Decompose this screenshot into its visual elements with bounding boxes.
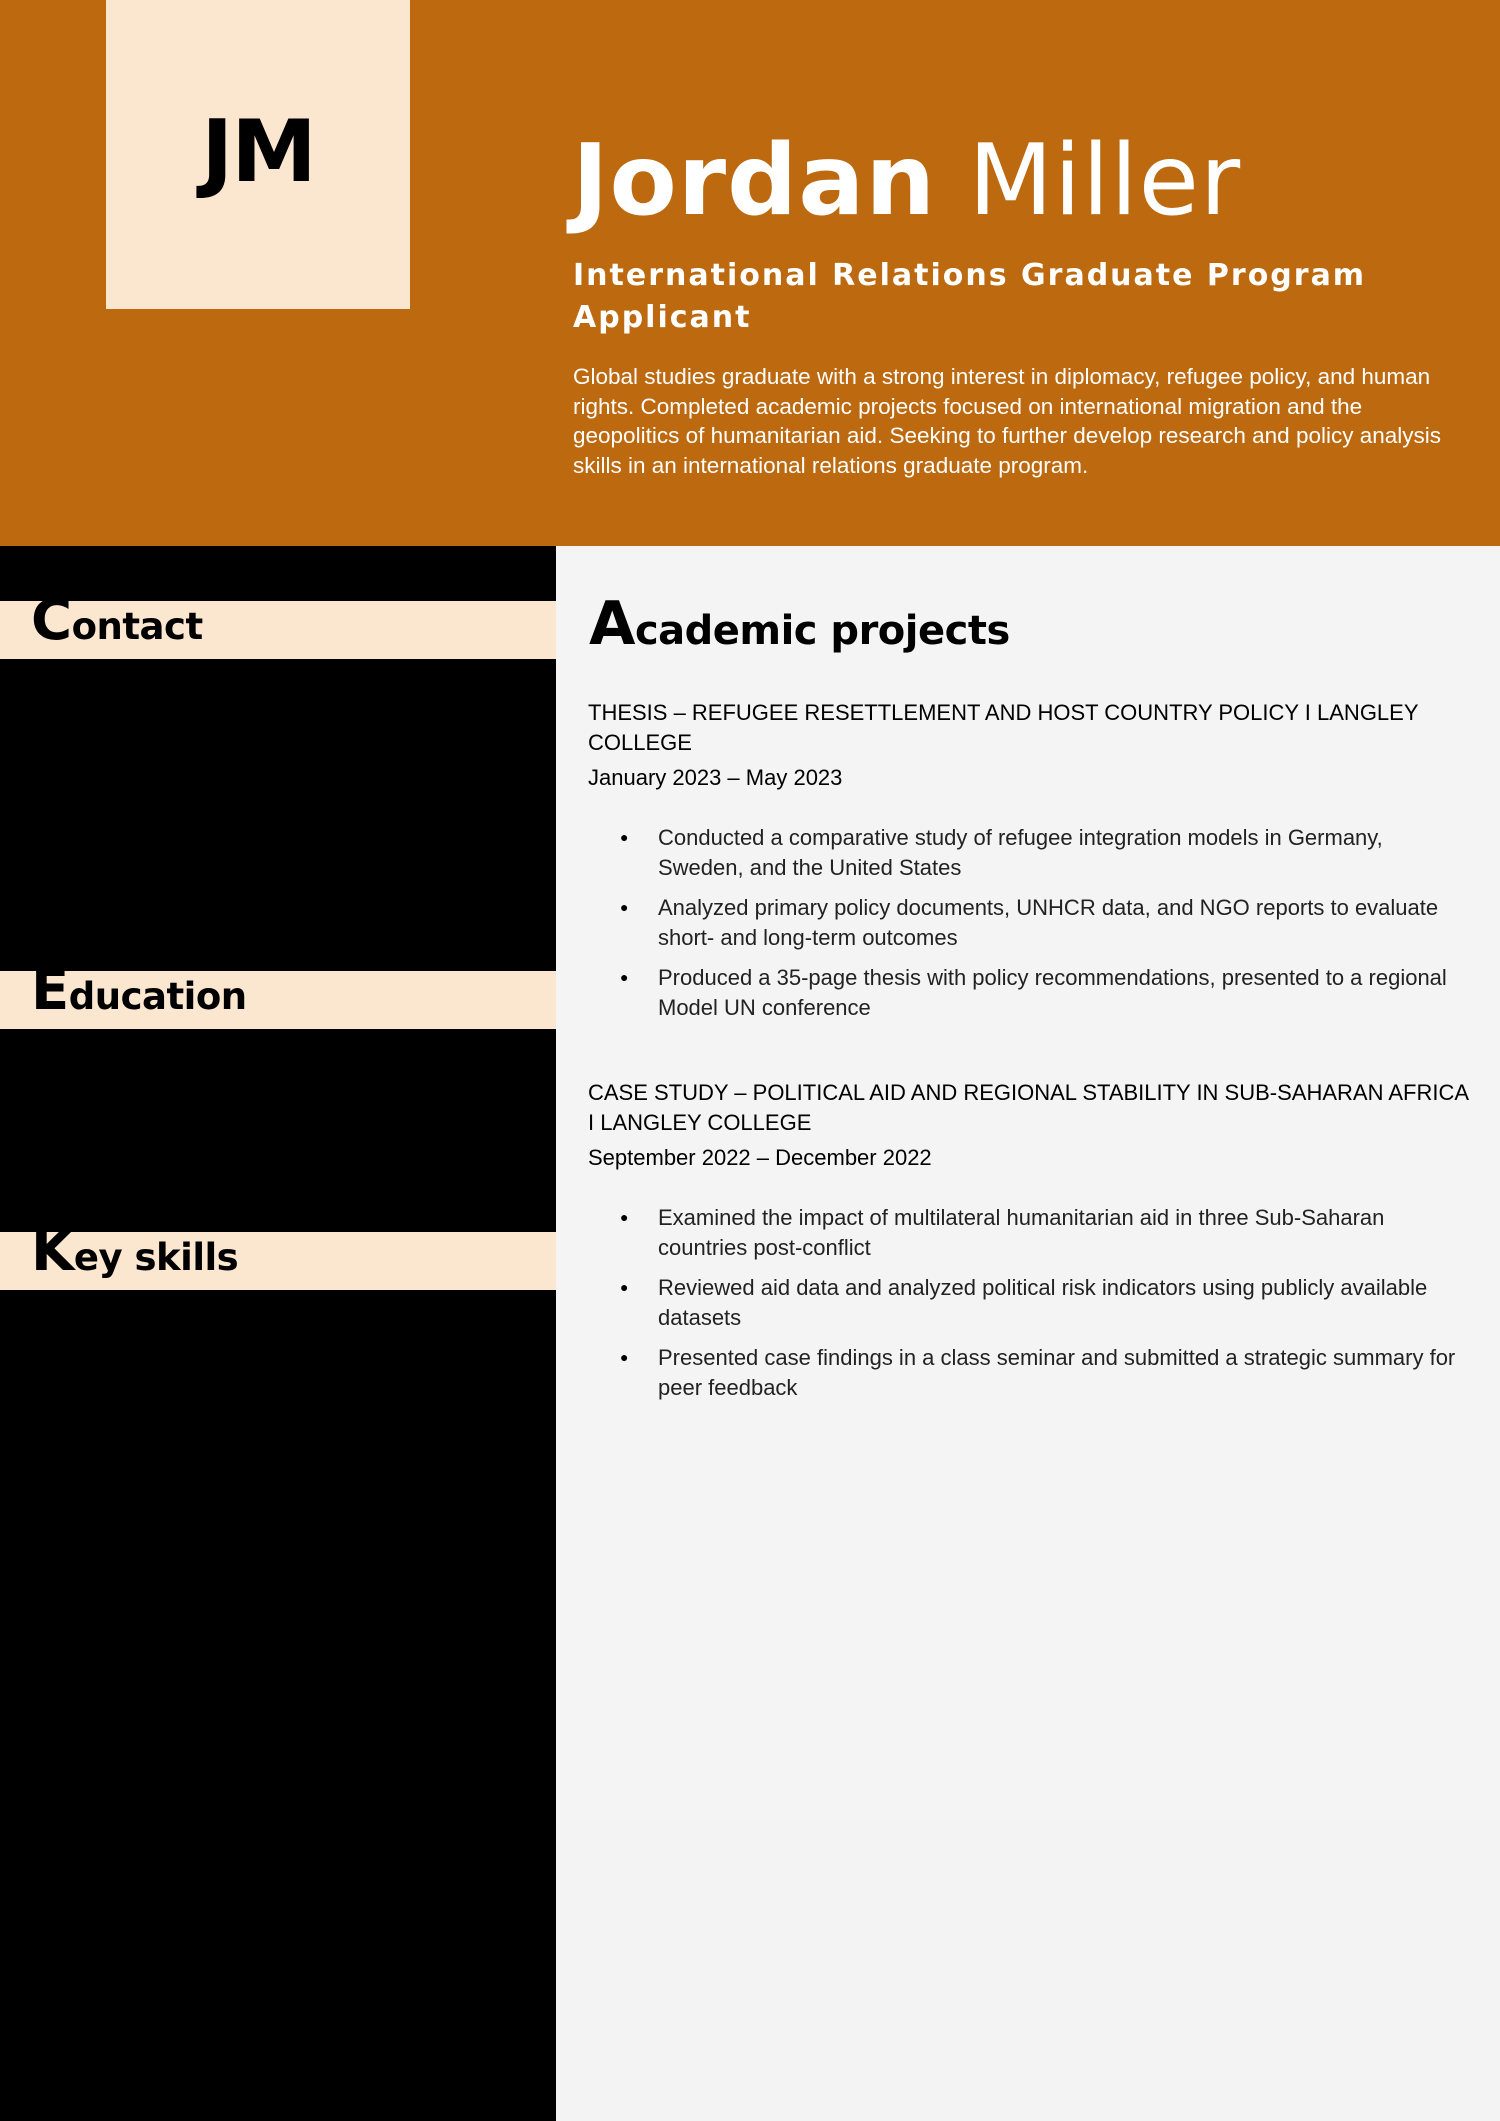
section-title-key-skills: Key skills <box>31 1219 239 1284</box>
project-title: THESIS – REFUGEE RESETTLEMENT AND HOST COUNTRY POLICY I LANGLEY COLLEGE <box>588 700 1419 755</box>
section-title-academic-projects: Academic projects <box>589 589 1010 659</box>
bullet-item: ● Examined the impact of multilateral humanitarian aid in three Sub-Saharan countries post-conflict <box>588 1203 1468 1262</box>
first-name: Jordan <box>572 124 937 238</box>
project-dates: September 2022 – December 2022 <box>588 1145 932 1170</box>
bullet-item: ● Presented case findings in a class seminar and submitted a strategic summary for peer feedback <box>588 1343 1468 1402</box>
sidebar <box>0 546 556 2121</box>
monogram-badge <box>106 0 410 309</box>
candidate-name <box>572 124 1242 238</box>
bullet-item: ● Produced a 35-page thesis with policy recommendations, presented to a regional Model UN conference <box>588 963 1468 1022</box>
last-name: Miller <box>968 124 1242 238</box>
bullet-item: ● Analyzed primary policy documents, UNHCR data, and NGO reports to evaluate short- and long-term outcomes <box>588 893 1468 952</box>
section-header-education <box>0 958 556 1029</box>
candidate-subtitle: International Relations Graduate Program Applicant <box>573 258 1367 335</box>
bullet-item: ● Conducted a comparative study of refugee integration models in Germany, Sweden, and the United States <box>588 823 1468 882</box>
main-bottom-area <box>556 1820 1500 2121</box>
project-dates: January 2023 – May 2023 <box>588 765 843 790</box>
section-title-education: Education <box>31 958 247 1023</box>
section-header-key-skills <box>0 1219 556 1290</box>
section-title-contact: Contact <box>31 588 203 653</box>
project-bullets <box>588 823 1468 1022</box>
project-bullets <box>588 1203 1468 1402</box>
project-entry <box>588 1078 1468 1413</box>
monogram-initials: JM <box>201 101 315 202</box>
profile-summary: Global studies graduate with a strong interest in diplomacy, refugee policy, and human rights. Completed academic projects focused on international migration and the geopolitics of humanitarian aid. Seeking to further develop research and policy analysis skills in an international relations graduate program. <box>573 364 1442 478</box>
resume-header <box>0 0 1500 546</box>
section-header-contact <box>0 588 556 659</box>
project-entry <box>588 698 1468 1033</box>
bullet-item: ● Reviewed aid data and analyzed political risk indicators using publicly available datasets <box>588 1273 1468 1332</box>
project-title: CASE STUDY – POLITICAL AID AND REGIONAL STABILITY IN SUB-SAHARAN AFRICA I LANGLEY COLLEGE <box>588 1080 1468 1135</box>
